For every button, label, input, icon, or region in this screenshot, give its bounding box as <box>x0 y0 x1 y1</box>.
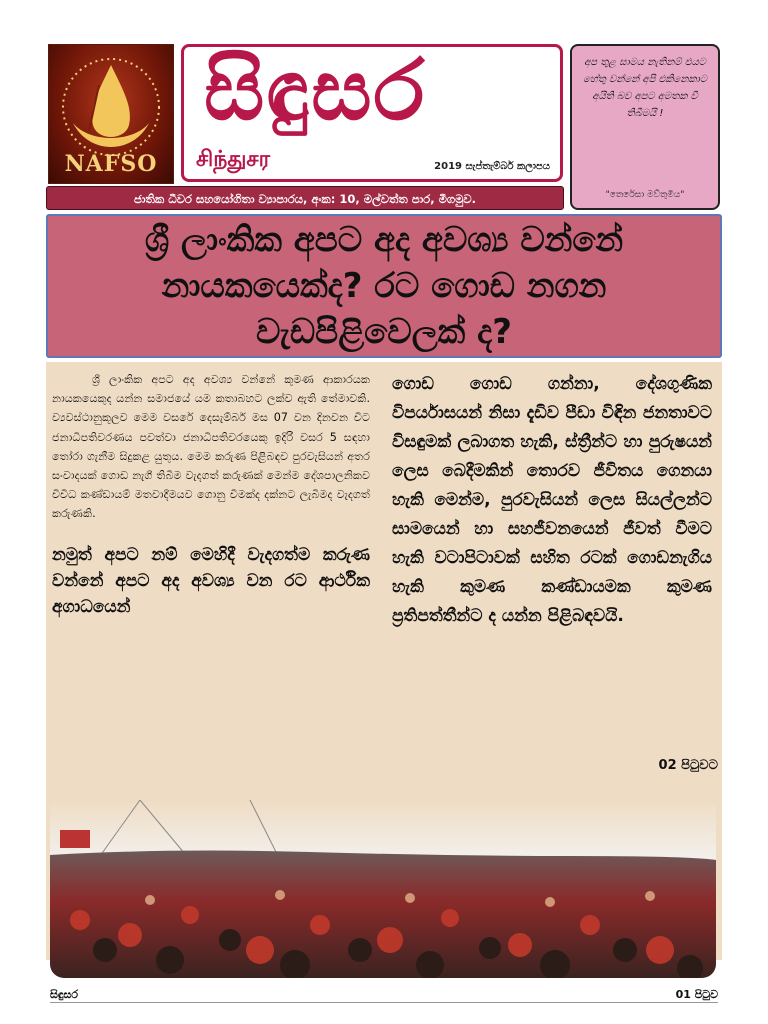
article-column-right: ගොඩ ගොඩ ගන්නා, දේශගුණික විපර්යාසයන් නිසා දැඩිව පීඩා විඳින ජනතාවට විසඳුමක් ලබාගත හැකි, ස්ත්‍රීන්ට හා පුරුෂයන් ලෙස බෙදීමකින් තොරව ජීවිතය ගෙනයා හැකි මෙන්ම, පුරවැසියන් ලෙස සියල්ලන්ට සාමයෙන් හා සහජීවනයෙන් ජීවත් වීමට හැකි වටාපිටාවක් සහිත රටක් ගොඩනැගිය හැකි කුමණ කණ්ඩායමක කුමණ ප්‍රතිපත්තීන්ට ද යන්න පිළිබඳවයි. <box>392 374 712 626</box>
address-bar: ජාතික ධීවර සහයෝගිතා ව්‍යාපාරය, අංක: 10, මල්වත්ත පාර, මීගමුව. <box>46 186 564 210</box>
footer-divider <box>50 1002 718 1003</box>
article-paragraph: ශ්‍රී ලාංකික අපට අද අවශ්‍ය වන්නේ කුමණ ආකාරයක නායකයෙකුද යන්න සමාජයේ යම කතාබහට ලක්ව ඇති තේමාවකි. ව්‍යවස්ථානුකූලව මෙම වසරේ දෙසැම්බර් මස 07 වන දිනවන විට ජනාධිපතිවරණය පවත්වා ජනාධිපතිවරයෙකු ඉදිරි වසර 5 සඳහා තෝරා ගැනීම සිදුකළ යුතුය. මෙම කරුණ පිළිබඳව පුරවැසියන් අතර සංවාදයක් ගොඩ නැගී තිබීම වැදගත් කරුණක් මෙන්ම දේශපාලනිකව විවිධ කණ්ඩායම් මතවාදීමයව ගොනු වීමක්ද දක්නට ලැබීමද වැදගත් කරුණකි. <box>52 373 370 521</box>
newspaper-title-tamil: சிந்துசர <box>196 147 270 172</box>
headline-text: ශ්‍රී ලාංකික අපට අද අවශ්‍ය වන්නේ නායකයෙක්ද? රට ගොඩ නගන වැඩපිළිවෙලක් ද? <box>144 220 624 352</box>
continued-link: 02 පිටුවට <box>658 758 718 773</box>
article-paragraph-emphasis: නමුත් අපට නම් මෙහිදී වැදගත්ම කරුණ වන්නේ අපට අද අවශ්‍ය වන රට ආර්ථික අගාධයෙන් <box>52 544 370 617</box>
masthead <box>181 41 563 182</box>
logo-text: NAFSO <box>64 151 158 177</box>
footer-page-number: 01 පිටුව <box>675 988 718 1001</box>
nafso-logo <box>48 44 174 184</box>
crowd-photo-image <box>50 800 716 978</box>
article-column-left <box>52 370 370 620</box>
quote-box <box>570 44 720 210</box>
footer-publication-name: සිඳුසර <box>50 988 79 1001</box>
newspaper-title: සිඳුසර <box>204 41 427 139</box>
crowd-photo <box>50 800 716 978</box>
quote-author: "තෙරේසා මව්තුමිය" <box>605 190 685 200</box>
quote-text: අප තුළ සාමය නැතිනම් එයට හේතු වන්නේ අපි එකිනෙකාට අයිති බව අපට අමතක වී තිබීමයි ! <box>583 57 707 119</box>
edition-label: 2019 සැප්තැම්බර් කලාපය <box>434 161 550 172</box>
headline-box <box>46 214 722 358</box>
